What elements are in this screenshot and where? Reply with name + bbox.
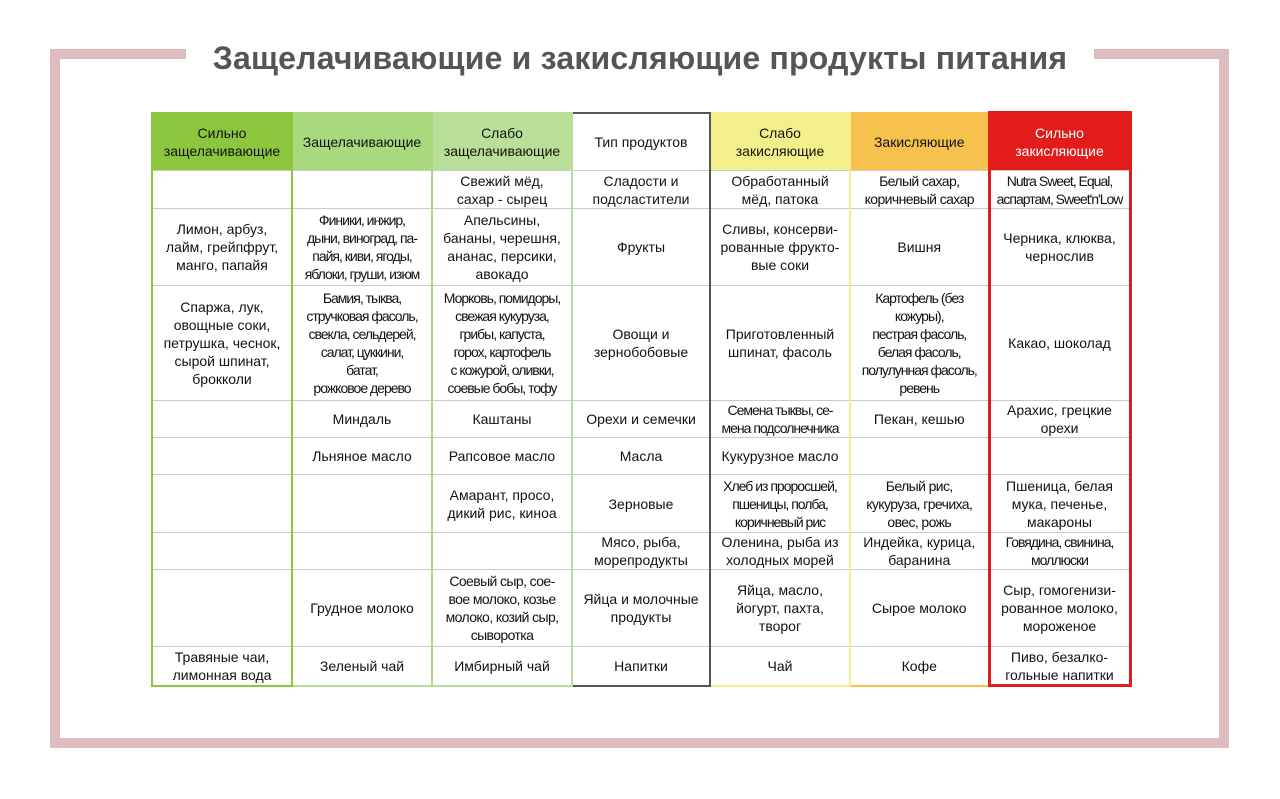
table-row	[152, 286, 1130, 401]
table-cell: Картофель (без кожуры), пестрая фасоль, белая фасоль, полулунная фасоль, ревень	[850, 286, 989, 401]
table-row	[152, 570, 1130, 647]
table-row	[152, 647, 1130, 686]
table-cell	[292, 171, 432, 209]
table-cell: Чай	[710, 647, 850, 686]
table-cell: Семена тыквы, се- мена подсолнечника	[710, 401, 850, 438]
header-alkaline: Защелачивающие	[292, 113, 432, 171]
table-cell: Сыр, гомогенизи- рованное молоко, мороженое	[989, 570, 1130, 647]
table-cell	[432, 533, 572, 570]
table-cell: Масла	[572, 438, 710, 475]
table-cell	[850, 438, 989, 475]
table-cell: Имбирный чай	[432, 647, 572, 686]
table-row	[152, 438, 1130, 475]
table-cell: Травяные чаи, лимонная вода	[152, 647, 292, 686]
header-strong-alkaline: Сильно защелачивающие	[152, 113, 292, 171]
food-ph-table	[151, 111, 1132, 687]
table-cell: Льняное масло	[292, 438, 432, 475]
table-cell	[152, 570, 292, 647]
table-cell: Пиво, безалко- гольные напитки	[989, 647, 1130, 686]
table-cell: Приготовленный шпинат, фасоль	[710, 286, 850, 401]
header-weak-alkaline: Слабо защелачивающие	[432, 113, 572, 171]
table-cell: Оленина, рыба из холодных морей	[710, 533, 850, 570]
table-cell: Морковь, помидоры, свежая кукуруза, грибы, капуста, горох, картофель с кожурой, оливки, соевые бобы, тофу	[432, 286, 572, 401]
table-cell: Лимон, арбуз, лайм, грейпфрут, манго, папайя	[152, 209, 292, 286]
table-row	[152, 209, 1130, 286]
table-row	[152, 475, 1130, 533]
title-wrap	[186, 30, 1094, 86]
table-cell: Пшеница, белая мука, печенье, макароны	[989, 475, 1130, 533]
table-row	[152, 401, 1130, 438]
table-cell: Говядина, свинина, моллюски	[989, 533, 1130, 570]
table-cell: Свежий мёд, сахар - сырец	[432, 171, 572, 209]
table-cell: Индейка, курица, баранина	[850, 533, 989, 570]
table-cell: Соевый сыр, сое- вое молоко, козье молоко, козий сыр, сыворотка	[432, 570, 572, 647]
table-cell: Мясо, рыба, морепродукты	[572, 533, 710, 570]
header-strong-acid: Сильно закисляющие	[989, 113, 1130, 171]
table-cell: Nutra Sweet, Equal, аспартам, Sweet'n'Low	[989, 171, 1130, 209]
table-row	[152, 171, 1130, 209]
table-cell: Кофе	[850, 647, 989, 686]
table-cell: Спаржа, лук, овощные соки, петрушка, чеснок, сырой шпинат, брокколи	[152, 286, 292, 401]
table-cell: Обработанный мёд, патока	[710, 171, 850, 209]
table-cell: Вишня	[850, 209, 989, 286]
table-cell: Миндаль	[292, 401, 432, 438]
table-cell	[989, 438, 1130, 475]
table-cell: Амарант, просо, дикий рис, киноа	[432, 475, 572, 533]
table-cell: Грудное молоко	[292, 570, 432, 647]
table-cell	[152, 401, 292, 438]
table-cell	[152, 533, 292, 570]
table-cell: Белый рис, кукуруза, гречиха, овес, рожь	[850, 475, 989, 533]
table-cell: Кукурузное масло	[710, 438, 850, 475]
header-product-type: Тип продуктов	[572, 113, 710, 171]
table-cell: Сырое молоко	[850, 570, 989, 647]
table-cell: Хлеб из проросшей, пшеницы, полба, коричневый рис	[710, 475, 850, 533]
table-cell: Фрукты	[572, 209, 710, 286]
table-cell: Какао, шоколад	[989, 286, 1130, 401]
table-cell: Овощи и зернобобовые	[572, 286, 710, 401]
table-cell	[152, 475, 292, 533]
table-cell: Черника, клюква, чернослив	[989, 209, 1130, 286]
table-cell: Зерновые	[572, 475, 710, 533]
table-cell: Арахис, грецкие орехи	[989, 401, 1130, 438]
table-cell: Рапсовое масло	[432, 438, 572, 475]
table-cell: Зеленый чай	[292, 647, 432, 686]
table-cell	[152, 171, 292, 209]
table-cell: Напитки	[572, 647, 710, 686]
table-row	[152, 533, 1130, 570]
table-cell: Яйца и молочные продукты	[572, 570, 710, 647]
table-cell: Белый сахар, коричневый сахар	[850, 171, 989, 209]
table-cell: Яйца, масло, йогурт, пахта, творог	[710, 570, 850, 647]
table-cell: Пекан, кешью	[850, 401, 989, 438]
header-acid: Закисляющие	[850, 113, 989, 171]
table-cell	[292, 475, 432, 533]
table-cell: Сладости и подсластители	[572, 171, 710, 209]
header-row	[152, 113, 1130, 171]
table-cell: Каштаны	[432, 401, 572, 438]
page-title: Защелачивающие и закисляющие продукты питания	[212, 39, 1068, 76]
table-cell	[292, 533, 432, 570]
table-cell: Орехи и семечки	[572, 401, 710, 438]
table-cell: Апельсины, бананы, черешня, ананас, персики, авокадо	[432, 209, 572, 286]
table-cell	[152, 438, 292, 475]
header-weak-acid: Слабо закисляющие	[710, 113, 850, 171]
table-cell: Сливы, консерви- рованные фрукто- вые соки	[710, 209, 850, 286]
table-cell: Бамия, тыква, стручковая фасоль, свекла, сельдерей, салат, цуккини, батат, рожковое дерево	[292, 286, 432, 401]
table-cell: Финики, инжир, дыни, виноград, па- пайя, киви, ягоды, яблоки, груши, изюм	[292, 209, 432, 286]
